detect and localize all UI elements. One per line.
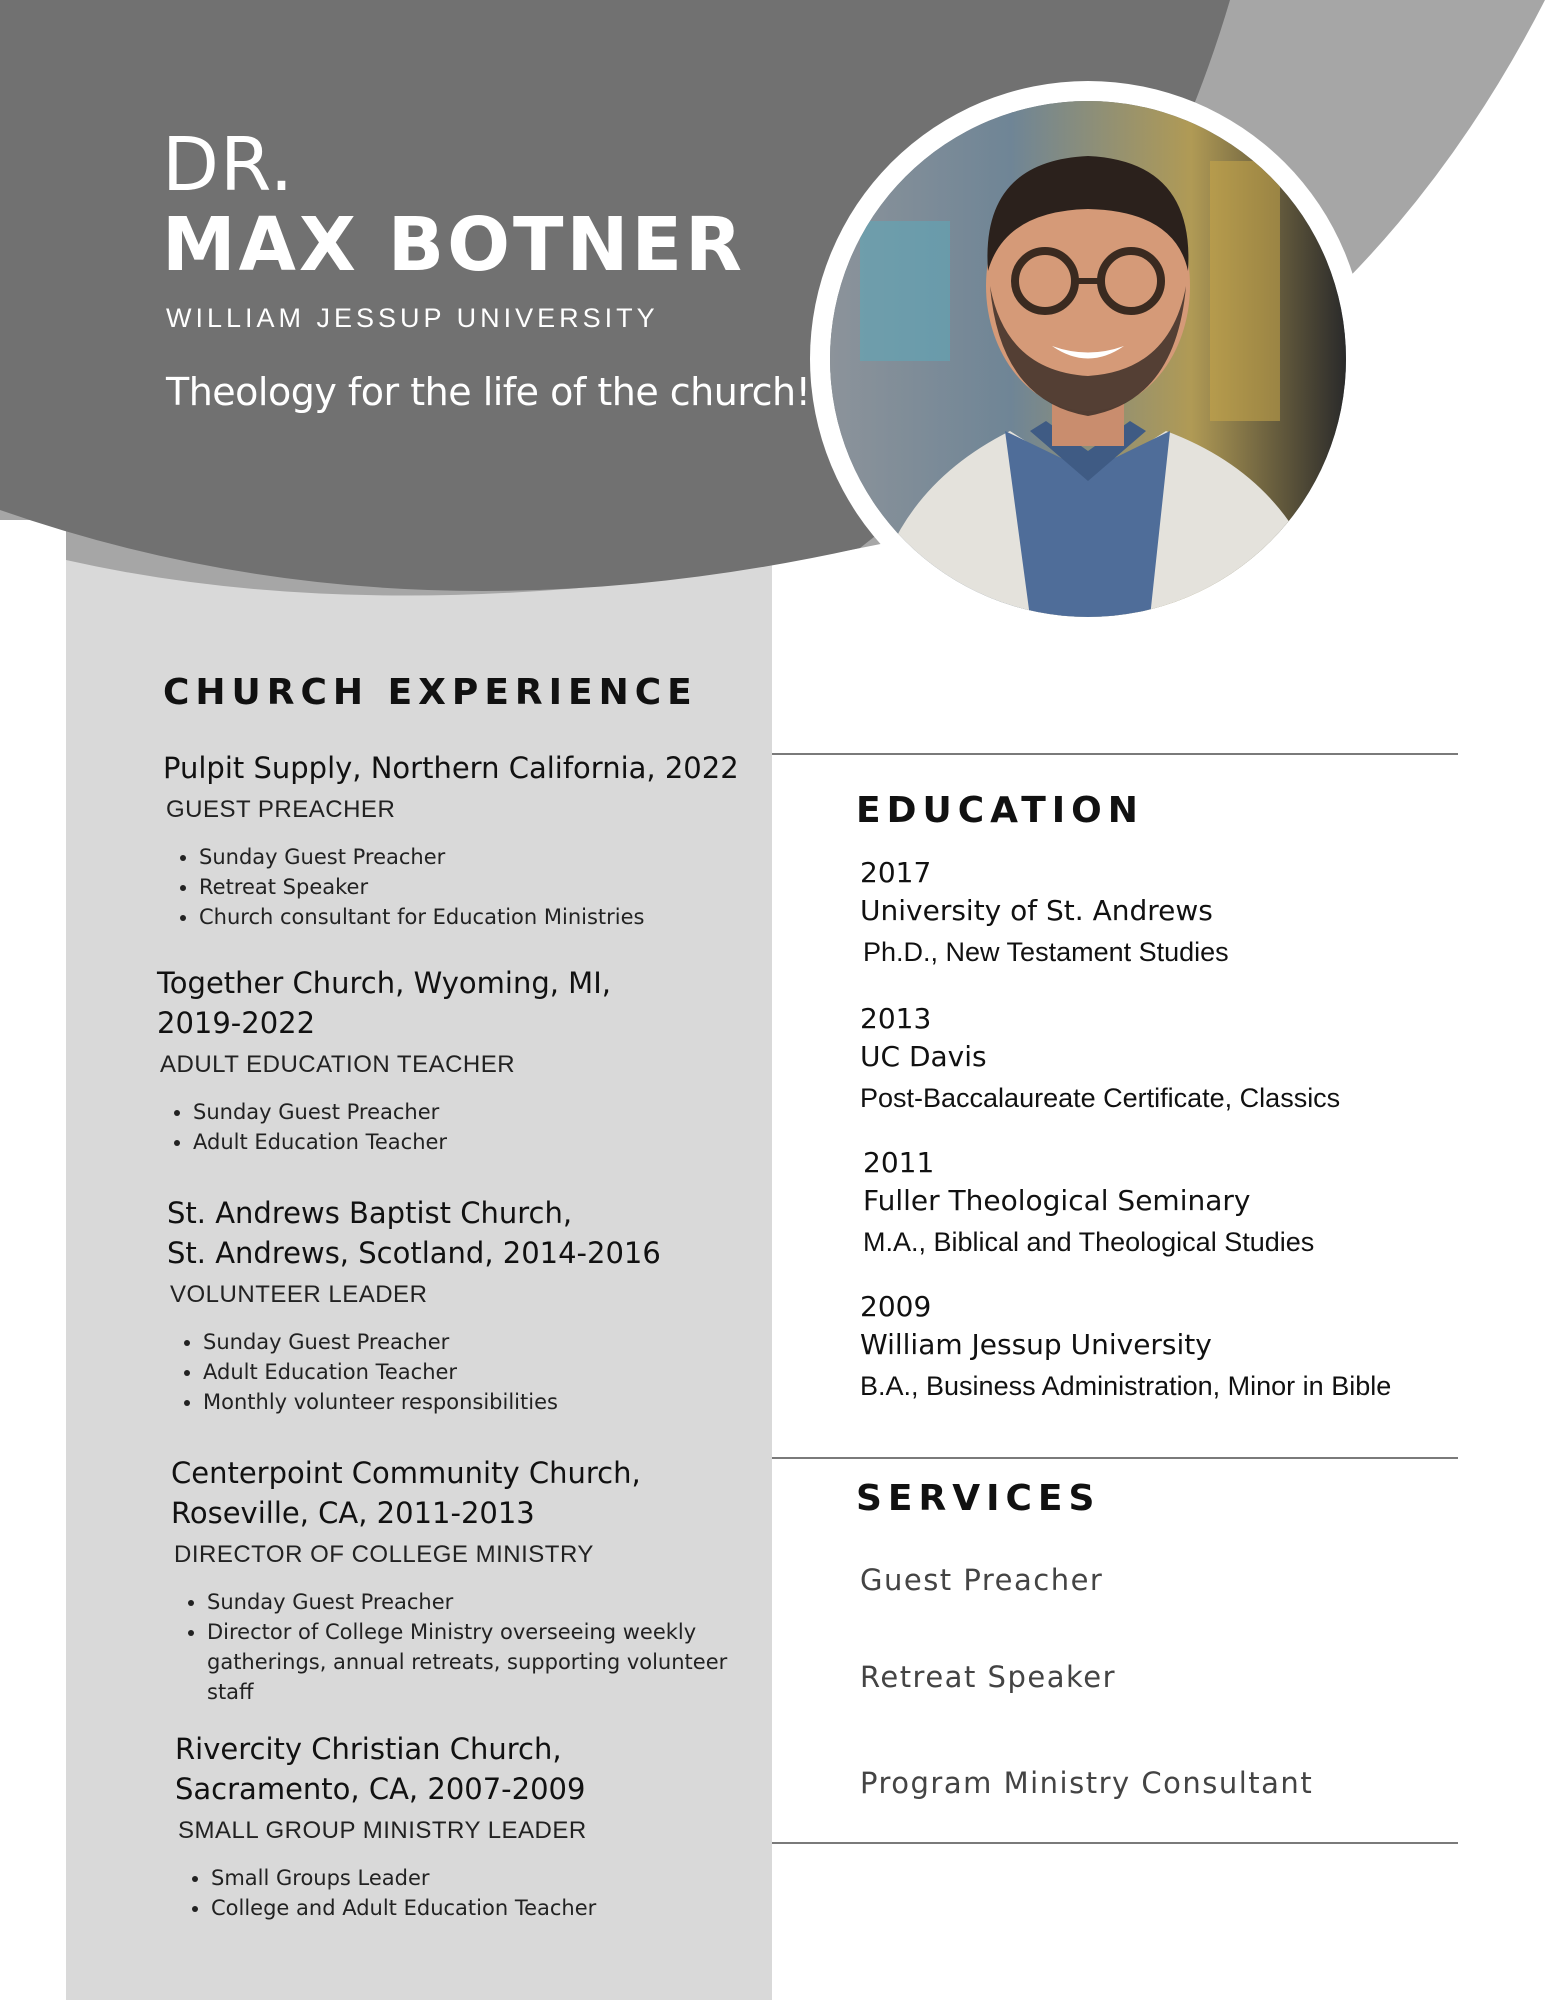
- education-entry: [860, 1001, 1340, 1114]
- job-title: Centerpoint Community Church,: [171, 1456, 641, 1490]
- list-item: • Sunday Guest Preacher: [199, 842, 739, 872]
- education-degree: Ph.D., New Testament Studies: [863, 937, 1229, 967]
- job-title: Sacramento, CA, 2007-2009: [175, 1772, 586, 1806]
- education-degree: M.A., Biblical and Theological Studies: [863, 1227, 1315, 1257]
- education-school: Fuller Theological Seminary: [863, 1184, 1251, 1217]
- job-title: Pulpit Supply, Northern California, 2022: [163, 751, 739, 785]
- job-role: SMALL GROUP MINISTRY LEADER: [178, 1817, 587, 1844]
- education-degree: Post-Baccalaureate Certificate, Classics: [860, 1083, 1341, 1113]
- education-entry: [860, 855, 1229, 968]
- job-title: St. Andrews, Scotland, 2014-2016: [167, 1236, 661, 1270]
- name-prefix: DR.: [162, 122, 295, 208]
- job-role: ADULT EDUCATION TEACHER: [160, 1051, 516, 1078]
- section-divider: [772, 1457, 1458, 1459]
- job-entry: [171, 1453, 741, 1707]
- list-item: • Sunday Guest Preacher: [207, 1587, 741, 1617]
- job-entry: [163, 748, 739, 932]
- job-bullets: [175, 1863, 596, 1923]
- service-item: Guest Preacher: [860, 1563, 1104, 1597]
- education-entry: [863, 1145, 1314, 1258]
- section-divider: [772, 1842, 1458, 1844]
- list-item: • Retreat Speaker: [199, 872, 739, 902]
- job-role: GUEST PREACHER: [166, 796, 396, 823]
- job-title: Rivercity Christian Church,: [175, 1732, 562, 1766]
- education-degree: B.A., Business Administration, Minor in Bible: [860, 1371, 1392, 1401]
- list-item: • Sunday Guest Preacher: [193, 1097, 611, 1127]
- job-title: 2019-2022: [157, 1006, 316, 1040]
- education-year: 2009: [860, 1290, 932, 1323]
- list-item: • Small Groups Leader: [211, 1863, 596, 1893]
- education-school: William Jessup University: [860, 1328, 1212, 1361]
- profile-photo: [830, 101, 1346, 617]
- church-experience-heading: CHURCH EXPERIENCE: [163, 672, 698, 713]
- service-item: Retreat Speaker: [860, 1660, 1117, 1694]
- job-bullets: [167, 1327, 661, 1417]
- education-year: 2013: [860, 1002, 932, 1035]
- education-year: 2017: [860, 856, 932, 889]
- education-heading: EDUCATION: [856, 790, 1144, 831]
- service-item: Program Ministry Consultant: [860, 1766, 1314, 1800]
- job-bullets: [171, 1587, 741, 1707]
- tagline: Theology for the life of the church!: [166, 370, 811, 414]
- education-entry: [860, 1289, 1391, 1402]
- job-entry: [175, 1729, 596, 1923]
- job-role: VOLUNTEER LEADER: [170, 1281, 428, 1308]
- job-bullets: [163, 842, 739, 932]
- list-item: • Director of College Ministry overseeing weekly gatherings, annual retreats, supporting volunteer staff: [207, 1617, 741, 1707]
- education-school: University of St. Andrews: [860, 894, 1213, 927]
- job-bullets: [157, 1097, 611, 1157]
- person-name: MAX BOTNER: [162, 202, 745, 288]
- list-item: • Monthly volunteer responsibilities: [203, 1387, 661, 1417]
- institution-name: WILLIAM JESSUP UNIVERSITY: [166, 303, 659, 333]
- list-item: • Adult Education Teacher: [203, 1357, 661, 1387]
- list-item: • Sunday Guest Preacher: [203, 1327, 661, 1357]
- job-role: DIRECTOR OF COLLEGE MINISTRY: [174, 1541, 594, 1568]
- job-entry: [167, 1193, 661, 1417]
- job-title: Together Church, Wyoming, MI,: [157, 966, 611, 1000]
- services-heading: SERVICES: [856, 1478, 1101, 1519]
- list-item: • Adult Education Teacher: [193, 1127, 611, 1157]
- education-year: 2011: [863, 1146, 935, 1179]
- job-entry: [157, 963, 611, 1157]
- list-item: • Church consultant for Education Ministries: [199, 902, 739, 932]
- job-title: St. Andrews Baptist Church,: [167, 1196, 573, 1230]
- job-title: Roseville, CA, 2011-2013: [171, 1496, 535, 1530]
- education-school: UC Davis: [860, 1040, 987, 1073]
- list-item: • College and Adult Education Teacher: [211, 1893, 596, 1923]
- section-divider: [772, 753, 1458, 755]
